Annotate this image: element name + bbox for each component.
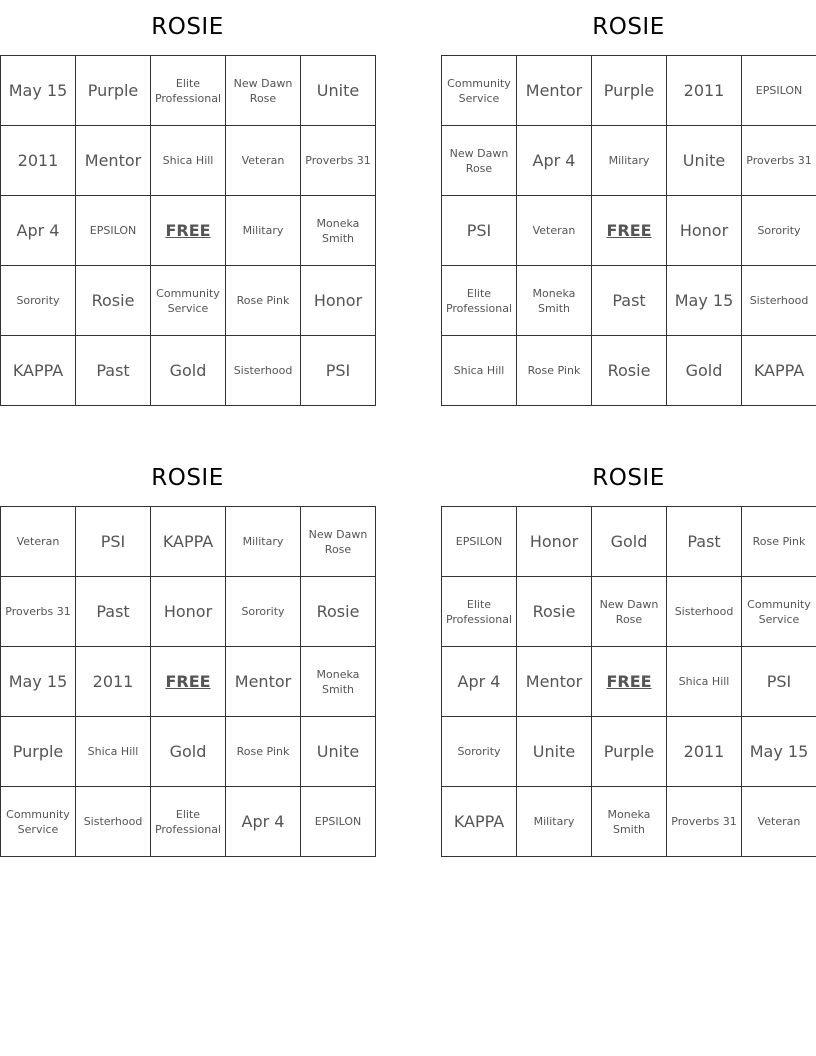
bingo-cell: Community Service xyxy=(1,787,76,857)
bingo-cell: Proverbs 31 xyxy=(1,577,76,647)
bingo-cell: May 15 xyxy=(1,647,76,717)
bingo-cell: PSI xyxy=(742,647,816,717)
card-title: ROSIE xyxy=(151,14,224,40)
bingo-cell: Sisterhood xyxy=(667,577,742,647)
bingo-cell: Military xyxy=(226,196,301,266)
bingo-cell: Moneka Smith xyxy=(301,196,376,266)
bingo-row xyxy=(1,647,376,717)
card-title: ROSIE xyxy=(151,465,224,491)
bingo-cell: Elite Professional xyxy=(442,577,517,647)
bingo-cell: May 15 xyxy=(742,717,816,787)
bingo-cell: Sorority xyxy=(1,266,76,336)
bingo-cell: Sorority xyxy=(442,717,517,787)
bingo-cell: KAPPA xyxy=(742,336,816,406)
bingo-cell: Honor xyxy=(667,196,742,266)
bingo-row xyxy=(1,126,376,196)
bingo-cell: Rose Pink xyxy=(226,717,301,787)
bingo-card-1 xyxy=(0,0,375,406)
bingo-cell: Moneka Smith xyxy=(592,787,667,857)
bingo-cell: Past xyxy=(592,266,667,336)
bingo-cell: 2011 xyxy=(76,647,151,717)
bingo-cell: Purple xyxy=(76,56,151,126)
free-space-cell: FREE xyxy=(592,196,667,266)
bingo-cell: Mentor xyxy=(226,647,301,717)
bingo-cell: PSI xyxy=(301,336,376,406)
bingo-cell: Mentor xyxy=(517,647,592,717)
bingo-cell: PSI xyxy=(442,196,517,266)
bingo-cell: 2011 xyxy=(1,126,76,196)
bingo-card-2 xyxy=(441,0,816,406)
bingo-cell: Unite xyxy=(517,717,592,787)
bingo-cell: Veteran xyxy=(742,787,816,857)
bingo-cell: Past xyxy=(667,507,742,577)
bingo-cell: New Dawn Rose xyxy=(226,56,301,126)
bingo-cell: Mentor xyxy=(76,126,151,196)
bingo-cell: Honor xyxy=(301,266,376,336)
bingo-cell: New Dawn Rose xyxy=(301,507,376,577)
bingo-card-4 xyxy=(441,451,816,857)
bingo-cell: Proverbs 31 xyxy=(742,126,816,196)
bingo-cell: Sorority xyxy=(742,196,816,266)
bingo-cell: Proverbs 31 xyxy=(667,787,742,857)
bingo-cell: Elite Professional xyxy=(442,266,517,336)
bingo-cell: Rosie xyxy=(517,577,592,647)
bingo-cell: New Dawn Rose xyxy=(592,577,667,647)
bingo-cell: Purple xyxy=(1,717,76,787)
free-space-cell: FREE xyxy=(151,196,226,266)
bingo-cell: 2011 xyxy=(667,56,742,126)
bingo-cell: New Dawn Rose xyxy=(442,126,517,196)
card-title: ROSIE xyxy=(592,14,665,40)
bingo-cell: May 15 xyxy=(1,56,76,126)
bingo-cell: Veteran xyxy=(226,126,301,196)
bingo-cell: May 15 xyxy=(667,266,742,336)
bingo-grid xyxy=(0,506,376,857)
bingo-cell: Military xyxy=(517,787,592,857)
bingo-cell: Rose Pink xyxy=(226,266,301,336)
bingo-row xyxy=(1,577,376,647)
bingo-cell: KAPPA xyxy=(1,336,76,406)
bingo-cell: Past xyxy=(76,336,151,406)
bingo-cell: Unite xyxy=(301,56,376,126)
bingo-row xyxy=(1,196,376,266)
bingo-cell: Rosie xyxy=(76,266,151,336)
bingo-row xyxy=(1,336,376,406)
bingo-row xyxy=(442,56,816,126)
bingo-cell: Rose Pink xyxy=(517,336,592,406)
bingo-row xyxy=(442,266,816,336)
bingo-row xyxy=(1,717,376,787)
card-title: ROSIE xyxy=(592,465,665,491)
bingo-row xyxy=(442,647,816,717)
bingo-cell: EPSILON xyxy=(76,196,151,266)
bingo-cell: Apr 4 xyxy=(442,647,517,717)
bingo-row xyxy=(442,126,816,196)
bingo-cell: Shica Hill xyxy=(667,647,742,717)
bingo-grid xyxy=(0,55,376,406)
bingo-row xyxy=(442,577,816,647)
bingo-cell: Honor xyxy=(151,577,226,647)
bingo-cell: Rosie xyxy=(592,336,667,406)
bingo-cell: Purple xyxy=(592,56,667,126)
bingo-cell: Gold xyxy=(151,336,226,406)
bingo-cell: Sisterhood xyxy=(226,336,301,406)
bingo-cell: Moneka Smith xyxy=(517,266,592,336)
bingo-cell: Military xyxy=(226,507,301,577)
bingo-grid xyxy=(441,55,816,406)
bingo-cell: Shica Hill xyxy=(151,126,226,196)
bingo-cell: Sisterhood xyxy=(742,266,816,336)
bingo-cell: Past xyxy=(76,577,151,647)
bingo-cell: Unite xyxy=(667,126,742,196)
bingo-cell: Community Service xyxy=(151,266,226,336)
bingo-cell: Gold xyxy=(151,717,226,787)
bingo-cell: 2011 xyxy=(667,717,742,787)
bingo-cell: Mentor xyxy=(517,56,592,126)
bingo-cell: Military xyxy=(592,126,667,196)
bingo-card-3 xyxy=(0,451,375,857)
bingo-row xyxy=(1,787,376,857)
bingo-grid xyxy=(441,506,816,857)
bingo-cell: EPSILON xyxy=(301,787,376,857)
bingo-cell: Elite Professional xyxy=(151,56,226,126)
bingo-cell: Proverbs 31 xyxy=(301,126,376,196)
bingo-cell: EPSILON xyxy=(442,507,517,577)
bingo-cell: Sorority xyxy=(226,577,301,647)
bingo-row xyxy=(442,336,816,406)
bingo-cell: Veteran xyxy=(517,196,592,266)
bingo-cell: Community Service xyxy=(442,56,517,126)
bingo-cell: Veteran xyxy=(1,507,76,577)
bingo-cell: Unite xyxy=(301,717,376,787)
bingo-cell: KAPPA xyxy=(151,507,226,577)
free-space-cell: FREE xyxy=(151,647,226,717)
bingo-row xyxy=(442,196,816,266)
bingo-cell: Community Service xyxy=(742,577,816,647)
bingo-cell: Shica Hill xyxy=(76,717,151,787)
bingo-cell: PSI xyxy=(76,507,151,577)
bingo-cell: Apr 4 xyxy=(226,787,301,857)
bingo-row xyxy=(442,507,816,577)
bingo-cell: Purple xyxy=(592,717,667,787)
bingo-cell: Apr 4 xyxy=(517,126,592,196)
bingo-row xyxy=(1,266,376,336)
bingo-cell: Gold xyxy=(592,507,667,577)
bingo-row xyxy=(1,56,376,126)
bingo-cell: EPSILON xyxy=(742,56,816,126)
bingo-row xyxy=(442,787,816,857)
bingo-cell: Shica Hill xyxy=(442,336,517,406)
bingo-cell: Elite Professional xyxy=(151,787,226,857)
bingo-cell: Honor xyxy=(517,507,592,577)
bingo-cell: Apr 4 xyxy=(1,196,76,266)
bingo-cell: Rosie xyxy=(301,577,376,647)
bingo-cell: Rose Pink xyxy=(742,507,816,577)
bingo-row xyxy=(442,717,816,787)
bingo-cell: KAPPA xyxy=(442,787,517,857)
free-space-cell: FREE xyxy=(592,647,667,717)
bingo-cell: Moneka Smith xyxy=(301,647,376,717)
bingo-cell: Gold xyxy=(667,336,742,406)
bingo-row xyxy=(1,507,376,577)
bingo-cell: Sisterhood xyxy=(76,787,151,857)
